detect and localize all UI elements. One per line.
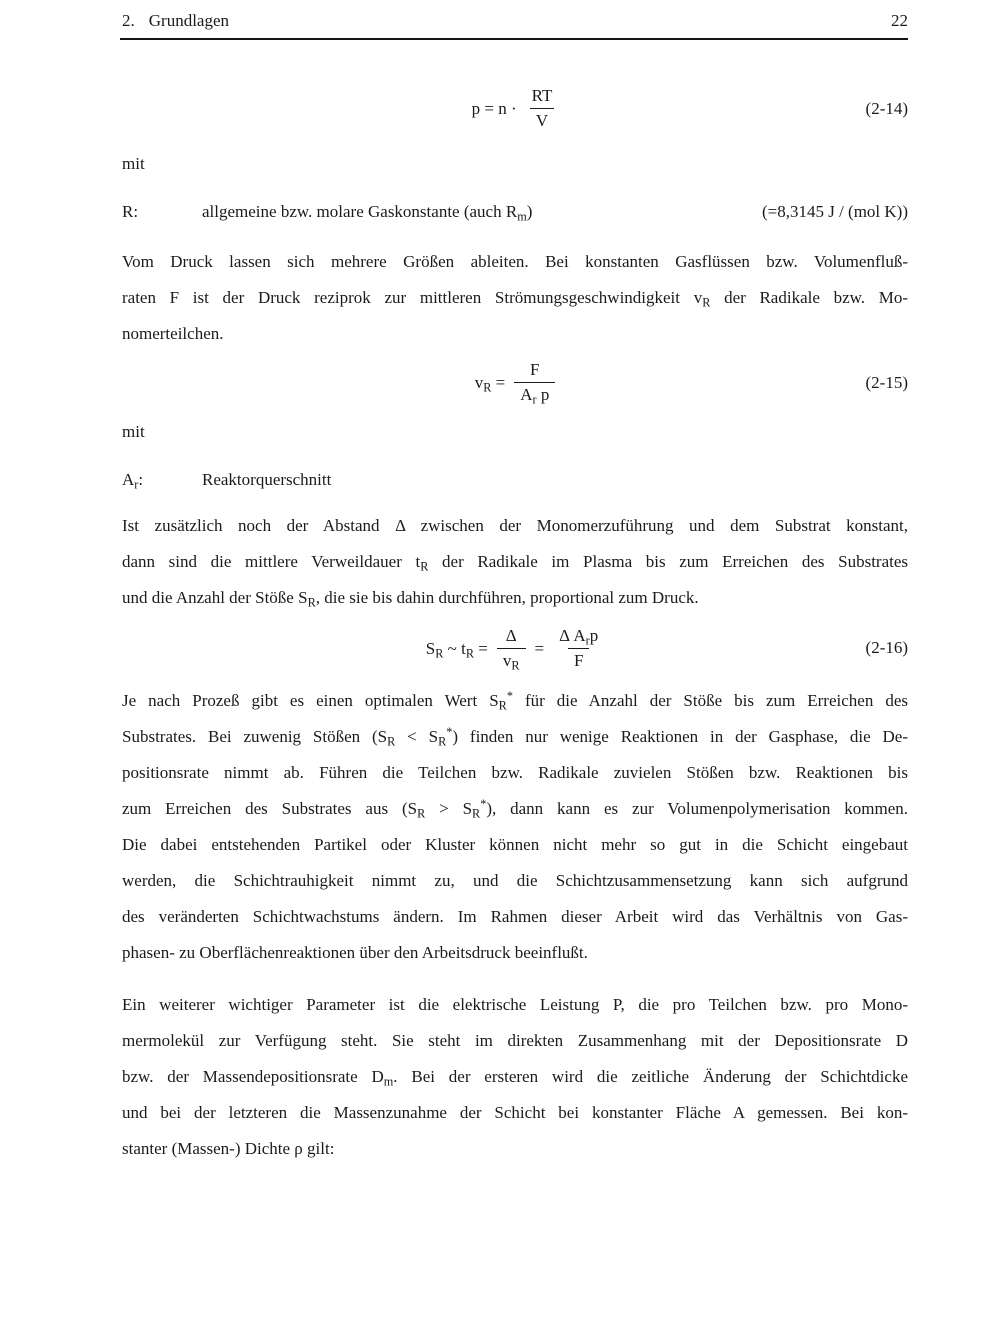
equals-sign: = <box>534 638 545 658</box>
paragraph-line: raten F ist der Druck reziprok zur mittleren Strömungsgeschwindigkeit $v_R$ der Radikale bzw. Mo- <box>122 287 909 310</box>
paragraph <box>122 987 908 1167</box>
header-rule <box>120 38 908 40</box>
paragraph-line: Ein weiterer wichtiger Parameter ist die elektrische Leistung P, die pro Teilchen bzw. pro Mono- <box>122 995 908 1015</box>
paragraph <box>122 244 908 352</box>
definition-term: $A_r$: <box>122 469 144 491</box>
equation-lhs: $S_R$ ~ $t_R$ = <box>425 638 488 661</box>
page-header <box>122 8 908 34</box>
chapter-title: Grundlagen <box>148 11 230 30</box>
fraction-numerator: RT <box>531 86 553 105</box>
equation-2-14-body <box>472 86 559 132</box>
fraction <box>526 86 559 132</box>
equation-2-15-body <box>475 360 556 406</box>
paragraph-line: Substrates. Bei zuwenig Stößen $(S_R < S_R^*)$ finden nur wenige Reaktionen in der Gasphase, die De- <box>122 725 909 749</box>
chapter-number: 2. <box>122 11 135 30</box>
paragraph-line: stanter (Massen-) Dichte ρ gilt: <box>122 1139 335 1159</box>
paragraph <box>122 683 908 971</box>
equation-number: (2-14) <box>865 98 909 118</box>
paragraph-line: phasen- zu Oberflächenreaktionen über den Arbeitsdruck beeinflußt. <box>122 943 588 963</box>
equation-label-cell <box>555 373 908 393</box>
definition-term: R: <box>122 201 139 221</box>
paragraph-line: Ist zusätzlich noch der Abstand Δ zwischen der Monomerzuführung und dem Substrat konstant, <box>122 515 908 535</box>
equation-lhs: $v_R$ = <box>474 373 506 395</box>
paragraph-line: dann sind die mittlere Verweildauer $t_R$ der Radikale im Plasma bis zum Erreichen des Substrates <box>122 551 909 573</box>
definition-description: Reaktorquerschnitt <box>202 469 332 489</box>
fraction-denominator: $v_R$ <box>497 648 526 671</box>
paragraph-line: Die dabei entstehenden Partikel oder Kluster können nicht mehr so gut in die Schicht eingebaut <box>122 835 908 855</box>
chapter-heading <box>122 8 229 34</box>
paragraph-line: Vom Druck lassen sich mehrere Größen ableiten. Bei konstanten Gasflüssen bzw. Volumenfluß- <box>122 251 908 271</box>
definition-value: (=8,3145 J / (mol K)) <box>761 201 908 221</box>
fraction <box>514 360 555 406</box>
definition-description: allgemeine bzw. molare Gaskonstante (auch $R_m$) <box>202 201 533 224</box>
paragraph-line: zum Erreichen des Substrates aus $(S_R > S_R^*)$, dann kann es zur Volumenpolymerisation kommen. <box>122 797 908 821</box>
fraction-denominator: F <box>568 648 589 671</box>
fraction-denominator: V <box>530 108 554 131</box>
fraction <box>553 626 604 672</box>
fraction-numerator: Δ $A_rp$ <box>559 625 599 647</box>
equation-label-cell <box>558 99 908 119</box>
equation-label-cell <box>604 638 908 658</box>
mit-label: mit <box>122 153 145 173</box>
mit-label: mit <box>122 421 145 441</box>
equation-number: (2-16) <box>865 638 909 658</box>
page-number: 22 <box>891 11 908 30</box>
paragraph-line: und die Anzahl der Stöße $S_R$, die sie bis dahin durchführen, proportional zum Druck. <box>122 587 699 609</box>
paragraph <box>122 508 908 616</box>
paragraph-line: nomerteilchen. <box>122 323 224 343</box>
paragraph-line: werden, die Schichtrauhigkeit nimmt zu, und die Schichtzusammensetzung kann sich aufgrund <box>122 871 908 891</box>
paragraph-line: des veränderten Schichtwachstums ändern. Im Rahmen dieser Arbeit wird das Verhältnis von Gas- <box>122 907 908 927</box>
paragraph-line: positionsrate nimmt ab. Führen die Teilchen bzw. Radikale zuvielen Stößen bzw. Reaktionen bis <box>122 763 908 783</box>
definition-row-ar <box>122 462 908 498</box>
paragraph-line: und bei der letzteren die Massenzunahme der Schicht bei konstanter Fläche A gemessen. Bei kon- <box>122 1103 908 1123</box>
fraction-denominator: $A_r$ p <box>514 382 555 405</box>
definition-row-r <box>122 194 908 230</box>
equation-2-15 <box>122 360 908 406</box>
fraction <box>497 626 526 672</box>
fraction-numerator: Δ <box>505 625 517 645</box>
equation-2-16-body <box>426 626 604 672</box>
equation-number: (2-15) <box>865 372 908 392</box>
paragraph-line: mermolekül zur Verfügung steht. Sie steht im direkten Zusammenhang mit der Depositionsrate D <box>122 1031 908 1051</box>
equation-2-16 <box>122 626 908 672</box>
paragraph-line: bzw. der Massendepositionsrate $D_m$. Bei der ersteren wird die zeitliche Änderung der Schichtdicke <box>122 1067 908 1089</box>
fraction-numerator: F <box>530 359 540 379</box>
equation-lhs: p = n · <box>471 99 517 119</box>
paragraph-line: Je nach Prozeß gibt es einen optimalen Wert $S_R^*$ für die Anzahl der Stöße bis zum Erreichen des <box>122 689 908 713</box>
equation-2-14 <box>122 86 908 132</box>
